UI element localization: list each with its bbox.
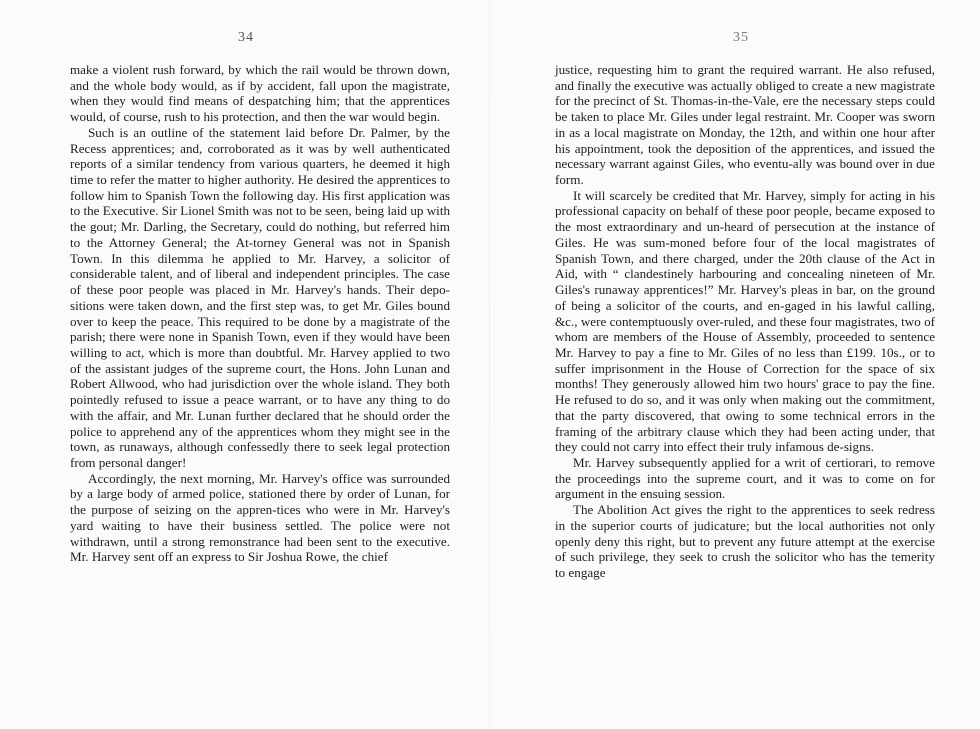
left-paragraph-1: make a violent rush forward, by which the rail would be thrown down, and the whole body would, as if by accident, fall upon the magistrate, when they would find means of despatching him; that the apprentices would, of course, rush to his protection, and then the war would begin.	[70, 62, 450, 125]
right-paragraph-2: It will scarcely be credited that Mr. Harvey, simply for acting in his professional capacity on behalf of these poor people, became exposed to the most extraordinary and un-heard of persecution at the instance of Giles. He was sum-moned before four of the local magistrates of Spanish Town, and there charged, under the 20th clause of the Act in Aid, with “ clandestinely harbouring and concealing nineteen of Mr. Giles's runaway apprentices!” Mr. Harvey's pleas in bar, on the ground of being a solicitor of the courts, and en-gaged in his lawful calling, &c., were contemptuously over-ruled, and these four magistrates, two of whom are members of the House of Assembly, proceeded to sentence Mr. Harvey to pay a fine to Mr. Giles of no less than £199. 10s., or to suffer imprisonment in the House of Correction for the space of six months! They generously allowed him two hours' grace to pay the fine. He refused to do so, and it was only when making out the commitment, that the party discovered, that owing to some technical errors in the framing of the arbitrary clause which they had been acting under, that they could not carry into effect their truly infamous de-signs.	[555, 187, 935, 455]
right-page-number: 35	[733, 30, 749, 45]
left-page-number: 34	[238, 30, 254, 45]
right-paragraph-3: Mr. Harvey subsequently applied for a writ of certiorari, to remove the proceedings into the supreme court, and it was to come on for argument in the ensuing session.	[555, 454, 935, 502]
left-page	[70, 0, 450, 729]
left-page-text	[70, 62, 450, 565]
right-page	[555, 0, 935, 729]
book-gutter	[489, 0, 490, 729]
left-paragraph-3: Accordingly, the next morning, Mr. Harvey's office was surrounded by a large body of armed police, stationed there by order of Lunan, for the purpose of seizing on the appren-tices who were in Mr. Harvey's yard waiting to have their business settled. The police were not withdrawn, until a strong remonstrance had been sent to the executive. Mr. Harvey sent off an express to Sir Joshua Rowe, the chief	[70, 470, 450, 565]
right-page-text	[555, 62, 935, 581]
right-paragraph-4: The Abolition Act gives the right to the apprentices to seek redress in the superior courts of judicature; but the local authorities not only openly deny this right, but to prevent any future attempt at the exercise of such privilege, they seek to crush the solicitor who has the temerity to engage	[555, 502, 935, 580]
left-paragraph-2: Such is an outline of the statement laid before Dr. Palmer, by the Recess apprentices; and, corroborated as it was by well authenticated reports of a similar tendency from various quarters, he deemed it high time to refer the matter to higher authority. He desired the apprentices to follow him to Spanish Town the following day. His first application was to the Executive. Sir Lionel Smith was not to be seen, being laid up with the gout; Mr. Darling, the Secretary, could do nothing, but referred him to the Attorney General; the At-torney General was not in Spanish Town. In this dilemma he applied to Mr. Harvey, a solicitor of considerable talent, and of liberal and independent principles. The case of these poor people was placed in Mr. Harvey's hands. Their depo-sitions were taken down, and the first step was, to get Mr. Giles bound over to keep the peace. This required to be done by a magistrate of the parish; there were none in Spanish Town, even if they would have been willing to act, which is more than doubtful. Mr. Harvey applied to two of the assistant judges of the supreme court, the Hons. John Lunan and Robert Allwood, who had jurisdiction over the whole island. They both pointedly refused to issue a peace warrant, or to have any thing to do with the affair, and Mr. Lunan further declared that he should order the police to apprehend any of the apprentices whom they might see in the town, as runaways, although confessedly there to seek legal protection from personal danger!	[70, 124, 450, 470]
right-paragraph-1: justice, requesting him to grant the required warrant. He also refused, and finally the executive was actually obliged to create a new magistrate for the precinct of St. Thomas-in-the-Vale, ere the necessary steps could be taken to place Mr. Giles under legal restraint. Mr. Cooper was sworn in as a local magistrate on Monday, the 12th, and within one hour after his appointment, took the deposition of the apprentices, and issued the necessary warrant against Giles, who eventu-ally was bound over in due form.	[555, 62, 935, 188]
